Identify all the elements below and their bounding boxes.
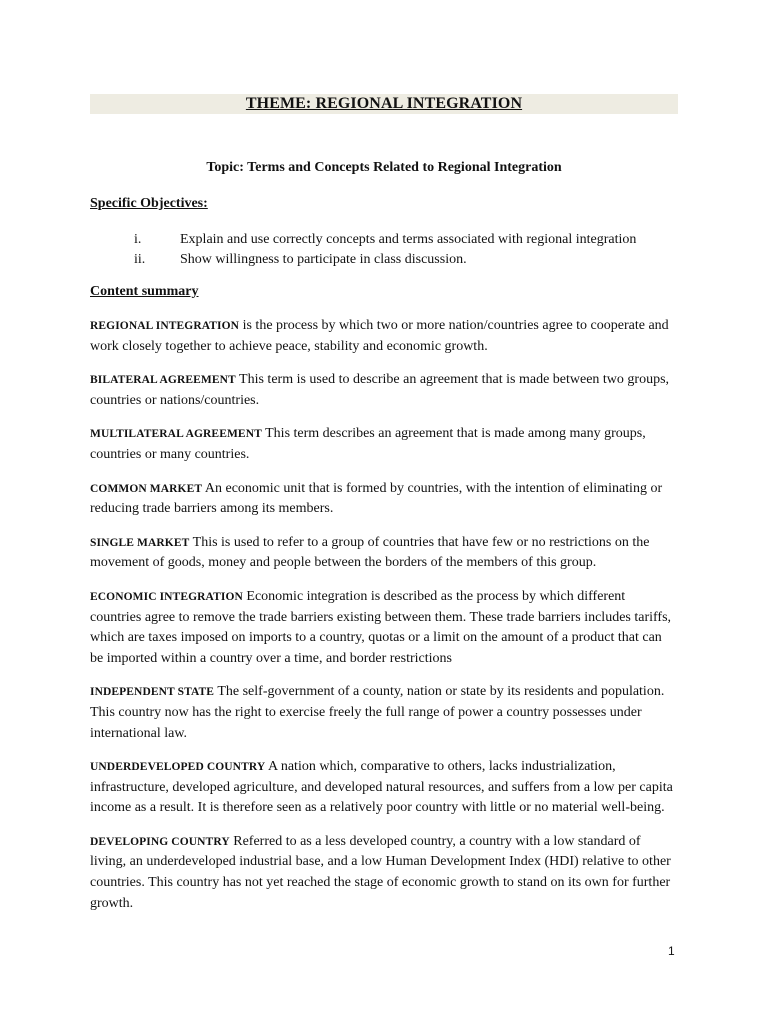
definition-term: ECONOMIC INTEGRATION bbox=[90, 590, 243, 603]
objectives-list bbox=[90, 230, 690, 270]
definition-text: Referred to as a less developed country, a country with a low standard of living, an underdeveloped industrial base, and a low Human Development Index (HDI) relative to other countries. This country has not yet reached the stage of economic growth to stand on its own for further growth. bbox=[90, 833, 671, 911]
content-summary bbox=[90, 316, 678, 927]
definition-term: UNDERDEVELOPED COUNTRY bbox=[90, 761, 266, 774]
definition-text: This term is used to describe an agreement that is made between two groups, countries or nations/countries. bbox=[90, 372, 670, 408]
definition-term: SINGLE MARKET bbox=[90, 536, 190, 549]
definition-text: This is used to refer to a group of countries that have few or no restrictions on the movement of goods, money and people between the borders of the members of this group. bbox=[90, 534, 650, 571]
definition-term: DEVELOPING COUNTRY bbox=[90, 835, 230, 848]
definition-term: BILATERAL AGREEMENT bbox=[90, 374, 236, 387]
definition-term: MULTILATERAL AGREEMENT bbox=[90, 428, 262, 441]
definition-paragraph bbox=[90, 533, 678, 574]
definition-paragraph bbox=[90, 316, 678, 357]
objective-text: Show willingness to participate in class discussion. bbox=[180, 252, 467, 267]
definition-term: COMMON MARKET bbox=[90, 482, 203, 495]
definition-text: The self-government of a county, nation or state by its residents and population. This country now has the right to exercise freely the full range of power a country possesses under international law. bbox=[90, 684, 665, 741]
objective-number: ii. bbox=[134, 252, 146, 267]
definition-term: INDEPENDENT STATE bbox=[90, 686, 215, 699]
objective-item bbox=[90, 230, 690, 250]
definition-text: This term describes an agreement that is made among many groups, countries or many countries. bbox=[90, 426, 646, 462]
theme-banner bbox=[90, 94, 678, 114]
definition-paragraph bbox=[90, 587, 678, 669]
definition-paragraph bbox=[90, 682, 678, 744]
definition-paragraph bbox=[90, 424, 678, 465]
definition-text: is the process by which two or more nation/countries agree to cooperate and work closely together to achieve peace, stability and economic growth. bbox=[90, 318, 669, 354]
definition-paragraph bbox=[90, 757, 678, 819]
definition-paragraph bbox=[90, 370, 678, 411]
definition-paragraph bbox=[90, 479, 678, 520]
page-number: 1 bbox=[668, 944, 675, 958]
objectives-heading: Specific Objectives: bbox=[90, 196, 208, 211]
objective-text: Explain and use correctly concepts and terms associated with regional integration bbox=[180, 232, 637, 247]
definition-text: An economic unit that is formed by countries, with the intention of eliminating or reducing trade barriers among its members. bbox=[90, 480, 663, 517]
definition-text: Economic integration is described as the process by which different countries agree to remove the trade barriers existing between them. These trade barriers includes tariffs, which are taxes imposed on imports to a country, quotas or a limit on the amount of a product that can be imported within a country over a time, and border restrictions bbox=[90, 588, 672, 666]
objective-number: i. bbox=[134, 232, 142, 247]
objective-item bbox=[90, 250, 690, 270]
topic-title: Topic: Terms and Concepts Related to Regional Integration bbox=[206, 160, 562, 175]
definition-paragraph bbox=[90, 832, 678, 914]
content-summary-heading: Content summary bbox=[90, 284, 199, 299]
definition-term: REGIONAL INTEGRATION bbox=[90, 320, 240, 332]
theme-title: THEME: REGIONAL INTEGRATION bbox=[245, 95, 523, 112]
definition-text: A nation which, comparative to others, lacks industrialization, infrastructure, developed agriculture, and developed natural resources, and suffers from a low per capita income as a result. It is therefore seen as a relatively poor country with little or no material well-being. bbox=[90, 759, 673, 816]
